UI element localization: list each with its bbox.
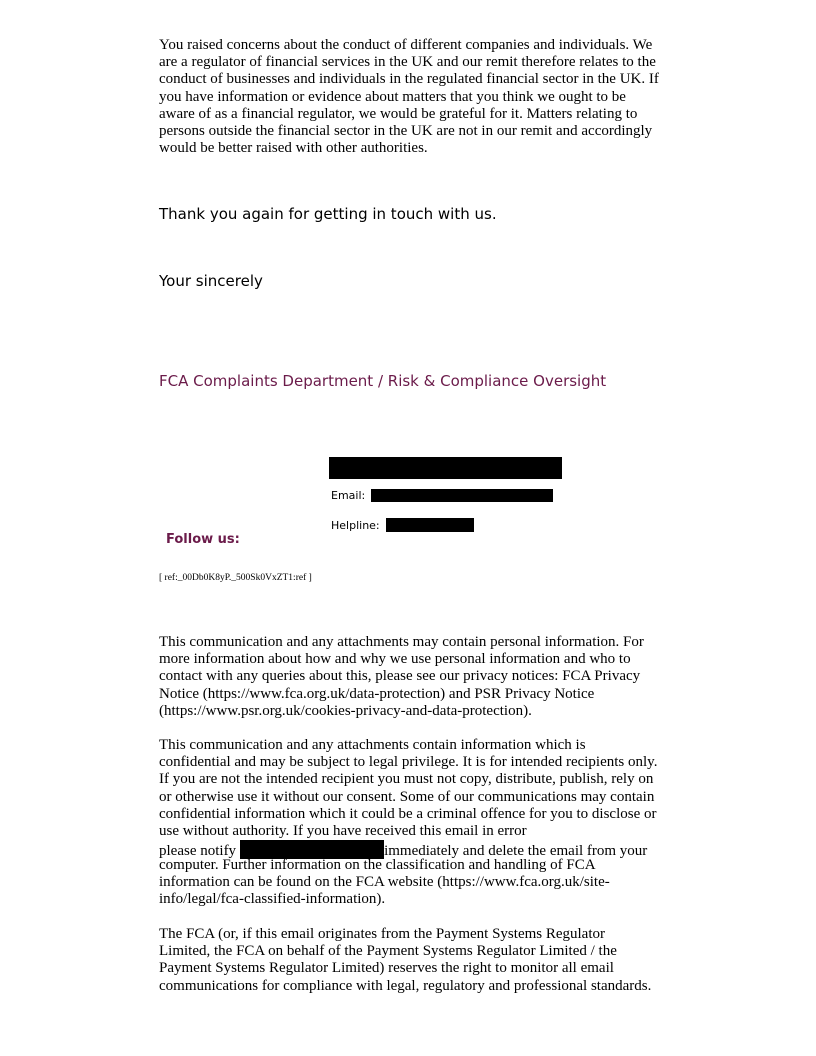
redacted-helpline <box>386 518 474 532</box>
notify-suffix: immediately and delete the email from your <box>384 843 648 859</box>
remit-paragraph: You raised concerns about the conduct of different companies and individuals. We are a regulator of financial services in the UK and our remit therefore relates to the conduct of businesses and individuals in the regulated financial sector in the UK. If you have information or evidence about matters that you think we ought to be aware of as a financial regulator, we would be grateful for it. Matters relating to persons outside the financial sector in the UK are not in our remit and accordingly would be better raised with other authorities. <box>159 37 659 157</box>
notify-prefix: please notify <box>159 843 237 859</box>
closing-line: Your sincerely <box>159 272 263 290</box>
helpline-label: Helpline: <box>331 519 380 532</box>
reference-code: [ ref:_00Db0K8yP._500Sk0VxZT1:ref ] <box>159 573 312 583</box>
redacted-email <box>371 489 553 502</box>
monitoring-disclaimer: The FCA (or, if this email originates from the Payment Systems Regulator Limited, the FCA on behalf of the Payment Systems Regulator Limited / the Payment Systems Regulator Limited) reserves the right to monitor all email communications for compliance with legal, regulatory and professional standards. <box>159 926 652 994</box>
email-label: Email: <box>331 489 366 502</box>
redacted-name-block <box>329 457 562 479</box>
follow-us-label: Follow us: <box>166 532 240 547</box>
department-signature: FCA Complaints Department / Risk & Compliance Oversight <box>159 372 607 390</box>
privacy-disclaimer: This communication and any attachments may contain personal information. For more information about how and why we use personal information and who to contact with any queries about this, please see our privacy notices: FCA Privacy Notice (https://www.fca.org.uk/data-protection) and PSR Privacy Notice (https://www.psr.org.uk/cookies-privacy-and-data-protection). <box>159 634 644 719</box>
thanks-line: Thank you again for getting in touch with us. <box>159 205 497 223</box>
confidentiality-disclaimer: This communication and any attachments contain information which is confidential and may be subject to legal privilege. It is for intended recipients only. If you are not the intended recipient you must not copy, distribute, publish, rely on or otherwise use it without our consent. Some of our communications may contain confidential information which it could be a criminal offence for you to disclose or use without authority. If you have received this email in error <box>159 737 658 840</box>
classification-disclaimer: computer. Further information on the classification and handling of FCA information can be found on the FCA website (https://www.fca.org.uk/site-info/legal/fca-classified-information). <box>159 857 610 908</box>
